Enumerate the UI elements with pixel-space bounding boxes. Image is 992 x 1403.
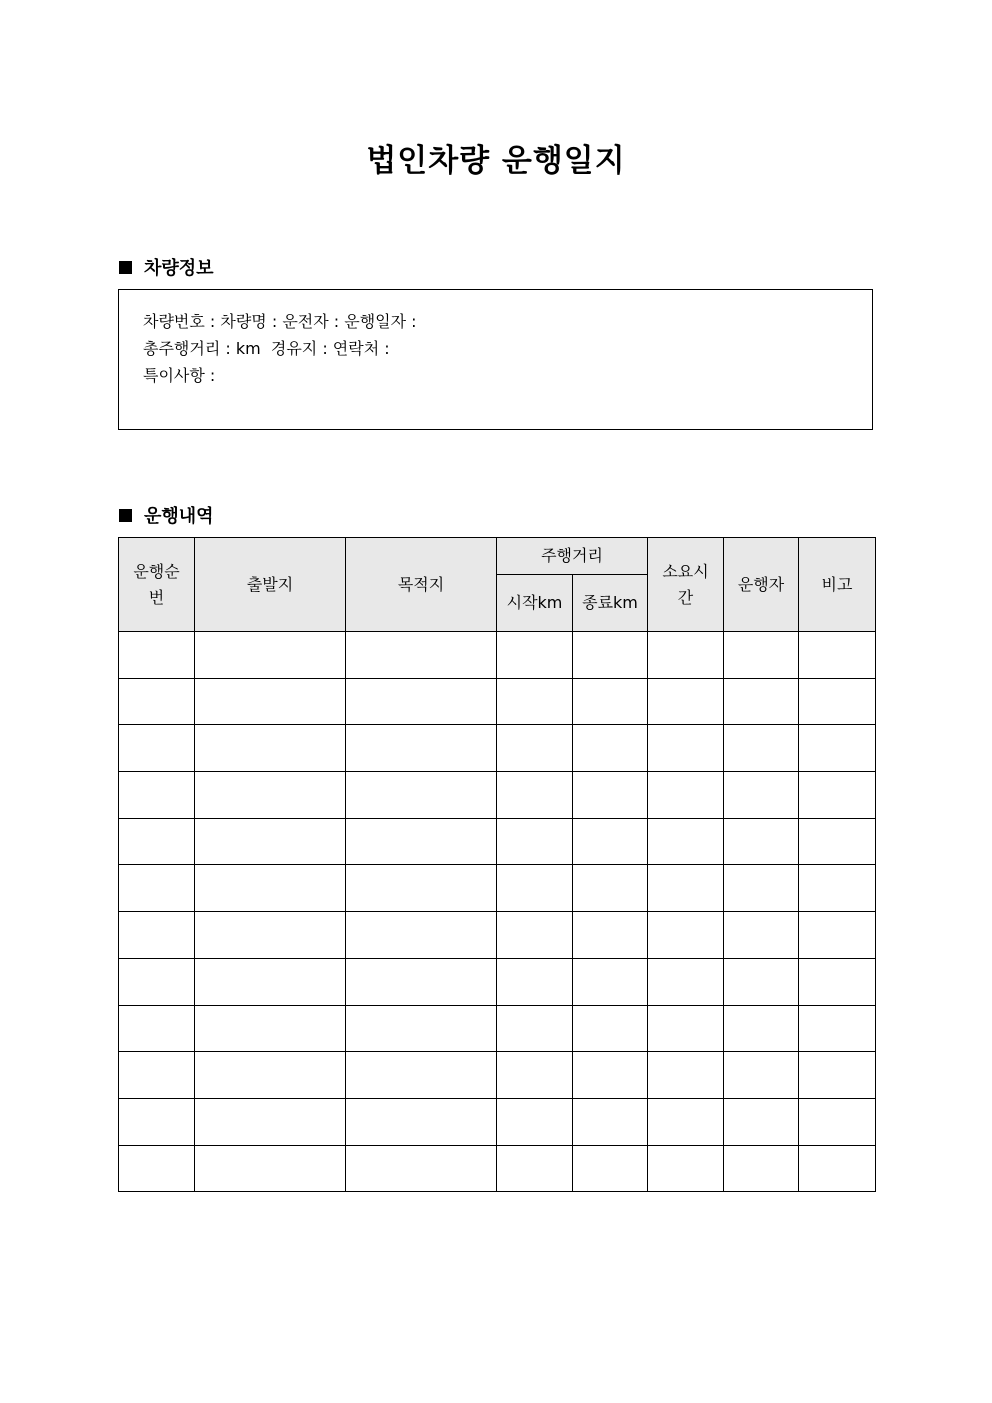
- cell-end_km[interactable]: [573, 725, 648, 772]
- cell-note[interactable]: [799, 1098, 876, 1145]
- cell-note[interactable]: [799, 772, 876, 819]
- cell-duration[interactable]: [648, 818, 724, 865]
- cell-departure[interactable]: [195, 958, 346, 1005]
- operation-log-table: [118, 537, 876, 1192]
- cell-start_km[interactable]: [497, 865, 573, 912]
- table-row: [119, 632, 876, 679]
- cell-duration[interactable]: [648, 632, 724, 679]
- table-row: [119, 958, 876, 1005]
- cell-note[interactable]: [799, 678, 876, 725]
- cell-end_km[interactable]: [573, 1098, 648, 1145]
- cell-seq[interactable]: [119, 725, 195, 772]
- cell-duration[interactable]: [648, 958, 724, 1005]
- cell-destination[interactable]: [346, 1098, 497, 1145]
- cell-duration[interactable]: [648, 1052, 724, 1099]
- cell-end_km[interactable]: [573, 1052, 648, 1099]
- cell-note[interactable]: [799, 1052, 876, 1099]
- cell-note[interactable]: [799, 1005, 876, 1052]
- cell-end_km[interactable]: [573, 678, 648, 725]
- col-header-departure: 출발지: [195, 538, 346, 632]
- cell-departure[interactable]: [195, 1005, 346, 1052]
- table-row: [119, 725, 876, 772]
- cell-duration[interactable]: [648, 725, 724, 772]
- cell-driver[interactable]: [724, 1005, 799, 1052]
- cell-driver[interactable]: [724, 632, 799, 679]
- vehicle-info-heading: [119, 254, 214, 280]
- cell-departure[interactable]: [195, 1052, 346, 1099]
- cell-seq[interactable]: [119, 1005, 195, 1052]
- table-row: [119, 865, 876, 912]
- cell-departure[interactable]: [195, 912, 346, 959]
- col-header-duration: 소요시간: [648, 538, 724, 632]
- table-row: [119, 1145, 876, 1192]
- cell-start_km[interactable]: [497, 818, 573, 865]
- cell-note[interactable]: [799, 865, 876, 912]
- vehicle-info-line-1: 차량번호 : 차량명 : 운전자 : 운행일자 :: [143, 312, 417, 331]
- vehicle-info-box: [118, 289, 873, 430]
- cell-driver[interactable]: [724, 818, 799, 865]
- cell-destination[interactable]: [346, 1052, 497, 1099]
- document-title: 법인차량 운행일지: [366, 143, 626, 179]
- vehicle-info-line-2: 총주행거리 : km 경유지 : 연락처 :: [143, 339, 390, 358]
- cell-departure[interactable]: [195, 632, 346, 679]
- col-header-driver: 운행자: [724, 538, 799, 632]
- cell-start_km[interactable]: [497, 725, 573, 772]
- cell-end_km[interactable]: [573, 958, 648, 1005]
- cell-driver[interactable]: [724, 958, 799, 1005]
- table-row: [119, 818, 876, 865]
- cell-start_km[interactable]: [497, 678, 573, 725]
- cell-start_km[interactable]: [497, 1005, 573, 1052]
- cell-departure[interactable]: [195, 772, 346, 819]
- cell-destination[interactable]: [346, 818, 497, 865]
- cell-end_km[interactable]: [573, 1005, 648, 1052]
- cell-destination[interactable]: [346, 958, 497, 1005]
- cell-departure[interactable]: [195, 1145, 346, 1192]
- cell-departure[interactable]: [195, 865, 346, 912]
- cell-start_km[interactable]: [497, 912, 573, 959]
- cell-driver[interactable]: [724, 1145, 799, 1192]
- cell-seq[interactable]: [119, 912, 195, 959]
- table-row: [119, 1052, 876, 1099]
- cell-end_km[interactable]: [573, 1145, 648, 1192]
- cell-driver[interactable]: [724, 678, 799, 725]
- cell-seq[interactable]: [119, 818, 195, 865]
- cell-duration[interactable]: [648, 1005, 724, 1052]
- cell-seq[interactable]: [119, 632, 195, 679]
- cell-seq[interactable]: [119, 865, 195, 912]
- cell-seq[interactable]: [119, 772, 195, 819]
- cell-destination[interactable]: [346, 725, 497, 772]
- cell-seq[interactable]: [119, 1145, 195, 1192]
- col-header-note: 비고: [799, 538, 876, 632]
- cell-start_km[interactable]: [497, 772, 573, 819]
- table-row: [119, 678, 876, 725]
- table-row: [119, 1005, 876, 1052]
- cell-note[interactable]: [799, 725, 876, 772]
- cell-destination[interactable]: [346, 865, 497, 912]
- cell-start_km[interactable]: [497, 958, 573, 1005]
- cell-driver[interactable]: [724, 725, 799, 772]
- col-header-distance: 주행거리: [497, 538, 648, 575]
- cell-destination[interactable]: [346, 1145, 497, 1192]
- col-header-seq: 운행순번: [119, 538, 195, 632]
- vehicle-info-heading-label: 차량정보: [144, 258, 214, 279]
- cell-end_km[interactable]: [573, 632, 648, 679]
- cell-note[interactable]: [799, 912, 876, 959]
- cell-destination[interactable]: [346, 632, 497, 679]
- table-row: [119, 1098, 876, 1145]
- cell-start_km[interactable]: [497, 632, 573, 679]
- square-bullet-icon: [119, 509, 132, 522]
- cell-end_km[interactable]: [573, 818, 648, 865]
- cell-driver[interactable]: [724, 1052, 799, 1099]
- cell-destination[interactable]: [346, 1005, 497, 1052]
- cell-departure[interactable]: [195, 1098, 346, 1145]
- cell-duration[interactable]: [648, 1098, 724, 1145]
- operation-log-heading-label: 운행내역: [144, 506, 214, 527]
- cell-departure[interactable]: [195, 678, 346, 725]
- cell-destination[interactable]: [346, 678, 497, 725]
- cell-end_km[interactable]: [573, 772, 648, 819]
- cell-destination[interactable]: [346, 912, 497, 959]
- cell-start_km[interactable]: [497, 1052, 573, 1099]
- vehicle-info-line-3: 특이사항 :: [143, 366, 216, 385]
- cell-seq[interactable]: [119, 678, 195, 725]
- cell-driver[interactable]: [724, 772, 799, 819]
- cell-seq[interactable]: [119, 1098, 195, 1145]
- col-header-destination: 목적지: [346, 538, 497, 632]
- table-row: [119, 912, 876, 959]
- cell-driver[interactable]: [724, 1098, 799, 1145]
- cell-end_km[interactable]: [573, 912, 648, 959]
- square-bullet-icon: [119, 261, 132, 274]
- cell-duration[interactable]: [648, 1145, 724, 1192]
- cell-duration[interactable]: [648, 912, 724, 959]
- cell-end_km[interactable]: [573, 865, 648, 912]
- cell-start_km[interactable]: [497, 1098, 573, 1145]
- cell-duration[interactable]: [648, 772, 724, 819]
- cell-destination[interactable]: [346, 772, 497, 819]
- cell-duration[interactable]: [648, 865, 724, 912]
- cell-driver[interactable]: [724, 865, 799, 912]
- cell-duration[interactable]: [648, 678, 724, 725]
- col-header-end-km: 종료km: [573, 575, 648, 632]
- cell-departure[interactable]: [195, 818, 346, 865]
- cell-note[interactable]: [799, 1145, 876, 1192]
- cell-departure[interactable]: [195, 725, 346, 772]
- cell-seq[interactable]: [119, 1052, 195, 1099]
- table-row: [119, 772, 876, 819]
- cell-note[interactable]: [799, 632, 876, 679]
- col-header-start-km: 시작km: [497, 575, 573, 632]
- cell-seq[interactable]: [119, 958, 195, 1005]
- cell-driver[interactable]: [724, 912, 799, 959]
- cell-note[interactable]: [799, 958, 876, 1005]
- operation-log-heading: [119, 502, 214, 528]
- cell-note[interactable]: [799, 818, 876, 865]
- cell-start_km[interactable]: [497, 1145, 573, 1192]
